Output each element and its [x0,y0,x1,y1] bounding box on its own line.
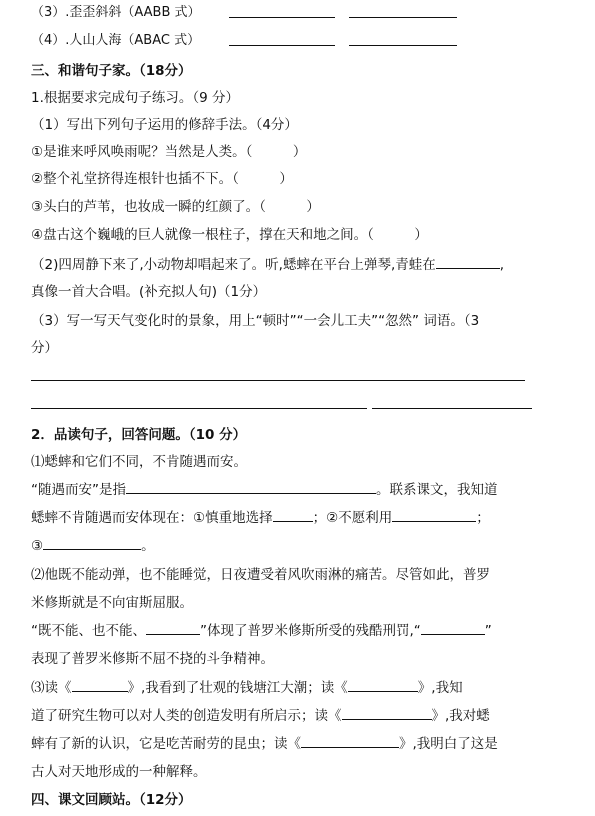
text: 。 [141,538,155,554]
answer-blank[interactable] [392,509,476,522]
question-2-3-line-d: 古人对天地形成的一种解释。 [31,764,207,780]
question-1-title: 1.根据要求完成句子练习。（9 分） [31,90,240,106]
text: “既不能、也不能、 [31,623,146,639]
answer-blank[interactable] [229,33,335,46]
text: 。联系课文，我知道 [376,482,498,498]
text: ；②不愿利用 [312,510,393,526]
text: 》,我看到了壮观的钱塘江大潮；读《 [127,680,348,696]
text: ”体现了普罗米修斯所受的残酷刑罚,“ [200,623,421,639]
abac-label: （4）.人山人海（ABAC 式） [31,33,201,48]
aabb-label: （3）.歪歪斜斜（AABB 式） [31,5,201,20]
question-2-title: 2．品读句子，回答问题。（10 分） [31,427,247,443]
answer-blank[interactable] [421,622,485,635]
question-2-2-line-c [31,622,492,640]
answer-blank[interactable] [273,509,313,522]
section-4-title: 四、课文回顾站。（12分） [31,792,192,808]
answer-blank[interactable] [342,707,432,720]
question-2-3-line-c [31,735,498,753]
item-rhetoric-3: ③头白的芦苇，也妆成一瞬的红颜了。（ ） [31,199,320,215]
text: ③ [31,538,44,554]
item-rhetoric-4: ④盘古这个巍峨的巨人就像一根柱子，撑在天和地之间。（ ） [31,227,428,243]
question-2-1-line-a [31,481,498,499]
answer-blank[interactable] [72,679,128,692]
question-1-3-line1: （3）写一写天气变化时的景象，用上“顿时”“一会儿工夫”“忽然” 词语。（3 [31,313,480,329]
text: 蟋蟀不肯随遇而安体现在：①慎重地选择 [31,510,273,526]
question-2-2-line-b: 米修斯就是不向宙斯屈服。 [31,595,193,611]
question-2-2-line-a: ⑵他既不能动弹，也不能睡觉，日夜遭受着风吹雨淋的痛苦。尽管如此，普罗 [31,567,490,583]
answer-blank[interactable] [349,33,457,46]
writing-line[interactable] [31,380,525,381]
writing-line[interactable] [372,408,532,409]
question-2-1-line-c [31,537,155,555]
answer-blank[interactable] [146,622,200,635]
text: 》,我明白了这是 [399,736,498,752]
question-2-2-line-d: 表现了普罗米修斯不屈不挠的斗争精神。 [31,651,274,667]
text: ” [484,623,492,639]
question-2-1-line-b [31,509,490,527]
question-1-2-line2: 真像一首大合唱。(补充拟人句)（1分） [31,284,267,300]
line-aabb [31,3,201,22]
question-2-3-line-b [31,707,490,725]
question-2-3-line-a [31,679,463,697]
question-1-2-line1 [31,256,504,274]
answer-blank[interactable] [348,679,418,692]
text: 》,我对蟋 [431,708,490,724]
item-rhetoric-2: ②整个礼堂挤得连根针也插不下。（ ） [31,171,293,187]
question-1-3-line2: 分） [31,340,58,356]
text: 道了研究生物可以对人类的创造发明有所启示；读《 [31,708,342,724]
writing-line[interactable] [31,408,367,409]
item-rhetoric-1: ①是谁来呼风唤雨呢？当然是人类。（ ） [31,144,307,160]
question-1-1: （1）写出下列句子运用的修辞手法。（4分） [31,117,298,133]
line-abac [31,31,200,50]
answer-blank[interactable] [126,481,376,494]
answer-blank[interactable] [301,735,399,748]
answer-blank[interactable] [229,5,335,18]
text: 蟀有了新的认识，它是吃苦耐劳的昆虫；读《 [31,736,301,752]
text: 》,我知 [417,680,463,696]
text: ⑶读《 [31,680,72,696]
question-2-1: ⑴蟋蟀和它们不同，不肯随遇而安。 [31,454,247,470]
text: ； [476,510,490,526]
answer-blank[interactable] [349,5,457,18]
section-3-title: 三、和谐句子家。（18分） [31,63,192,79]
question-1-2-text: （2)四周静下来了,小动物却唱起来了。听,蟋蟀在平台上弹琴,青蛙在 [31,257,436,273]
text: “随遇而安”是指 [31,482,126,498]
comma: , [499,257,505,273]
answer-blank[interactable] [436,256,500,269]
answer-blank[interactable] [43,537,141,550]
